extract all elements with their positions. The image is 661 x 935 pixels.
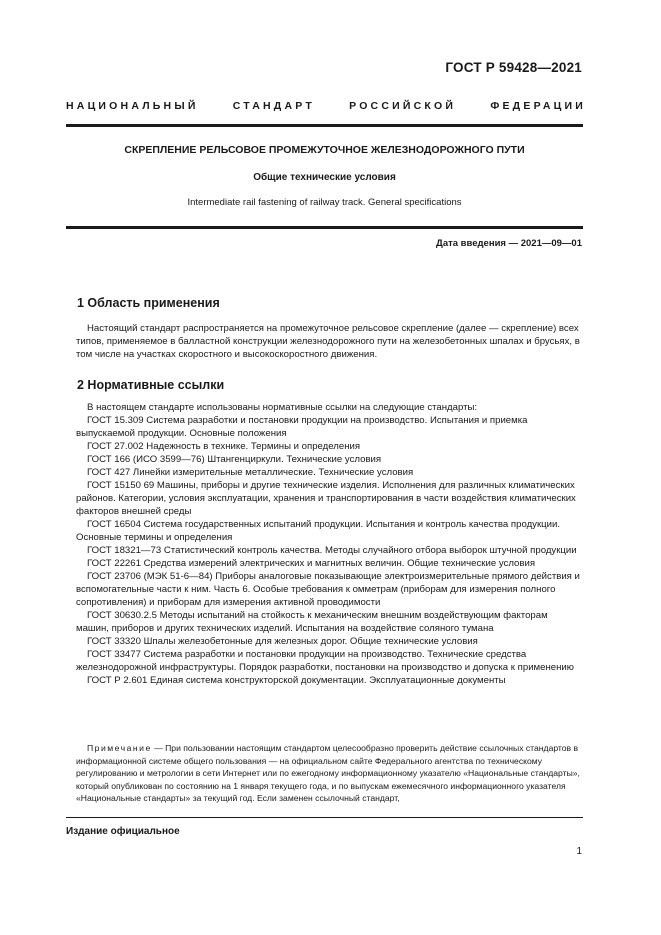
footer-rule xyxy=(66,817,583,818)
references-intro: В настоящем стандарте использованы нормативные ссылки на следующие стандарты: xyxy=(87,402,478,413)
standard-code: ГОСТ Р 59428—2021 xyxy=(445,60,582,75)
reference-item: ГОСТ 30630.2.5 Методы испытаний на стойкость к механическим внешним воздействующим факторам машин, приборов и других технических изделий. Испытания на воздействие соляного тумана xyxy=(76,610,548,634)
page-number: 1 xyxy=(576,846,582,857)
reference-item: ГОСТ 22261 Средства измерений электрических и магнитных величин. Общие технические условия xyxy=(87,558,536,569)
note-lead: Примечание xyxy=(87,743,152,753)
section-1-body xyxy=(76,322,583,361)
reference-item: ГОСТ Р 2.601 Единая система конструкторской документации. Эксплуатационные документы xyxy=(87,675,506,686)
reference-item: ГОСТ 33477 Система разработки и постановки продукции на производство. Технические средства железнодорожной инфраструктуры. Порядок разработки, постановки на производство и допуска к применению xyxy=(76,649,574,673)
reference-item: ГОСТ 15.309 Система разработки и постановки продукции на производство. Испытания и приемка выпускаемой продукции. Основные положения xyxy=(76,415,528,439)
section-2-body xyxy=(76,401,583,687)
reference-item: ГОСТ 23706 (МЭК 51-6—84) Приборы аналоговые показывающие электроизмерительные прямого действия и вспомогательные части к ним. Часть 6. Особые требования к омметрам (приборам для измерения полного сопротивления) и приборам для измерения активной проводимости xyxy=(76,571,580,608)
official-edition-label: Издание официальное xyxy=(66,826,180,837)
introduction-date: Дата введения — 2021—09—01 xyxy=(436,238,582,249)
section-1-paragraph: Настоящий стандарт распространяется на промежуточное рельсовое скрепление (далее — скрепление) всех типов, применяемое в балластной конструкции железнодорожного пути на железобетонных шпалах и брусьях, в том числе на участках скоростного и высокоскоростного движения. xyxy=(76,323,580,360)
reference-item: ГОСТ 427 Линейки измерительные металлические. Технические условия xyxy=(87,467,414,478)
bottom-rule xyxy=(66,226,583,229)
national-standard-banner: НАЦИОНАЛЬНЫЙ СТАНДАРТ РОССИЙСКОЙ ФЕДЕРАЦИИ xyxy=(66,100,586,112)
document-subtitle: Общие технические условия xyxy=(253,172,396,183)
references-note xyxy=(76,742,583,805)
reference-item: ГОСТ 18321—73 Статистический контроль качества. Методы случайного отбора выборок штучной продукции xyxy=(87,545,577,556)
note-text: — При пользовании настоящим стандартом целесообразно проверить действие ссылочных стандартов в информационной системе общего пользования — на официальном сайте Федерального агентства по техническому регулированию и метрологии в сети Интернет или по ежегодному информационному указателю «Национальные стандарты», который опубликован по состоянию на 1 января текущего года, и по выпускам ежемесячного информационного указателя «Национальные стандарты» за текущий год. Если заменен ссылочный стандарт, xyxy=(76,743,580,804)
section-2-heading: 2 Нормативные ссылки xyxy=(77,378,225,392)
top-rule xyxy=(66,124,583,127)
reference-item: ГОСТ 27.002 Надежность в технике. Термины и определения xyxy=(87,441,361,452)
document-title: СКРЕПЛЕНИЕ РЕЛЬСОВОЕ ПРОМЕЖУТОЧНОЕ ЖЕЛЕЗНОДОРОЖНОГО ПУТИ xyxy=(124,144,525,156)
section-1-heading: 1 Область применения xyxy=(77,296,220,310)
english-title: Intermediate rail fastening of railway track. General specifications xyxy=(187,197,462,208)
reference-item: ГОСТ 33320 Шпалы железобетонные для железных дорог. Общие технические условия xyxy=(87,636,478,647)
reference-item: ГОСТ 166 (ИСО 3599—76) Штангенциркули. Технические условия xyxy=(87,454,382,465)
reference-item: ГОСТ 15150 69 Машины, приборы и другие технические изделия. Исполнения для различных климатических районов. Категории, условия эксплуатации, хранения и транспортирования в части воздействия климатических факторов внешней среды xyxy=(76,480,576,517)
reference-item: ГОСТ 16504 Система государственных испытаний продукции. Испытания и контроль качества продукции. Основные термины и определения xyxy=(76,519,561,543)
